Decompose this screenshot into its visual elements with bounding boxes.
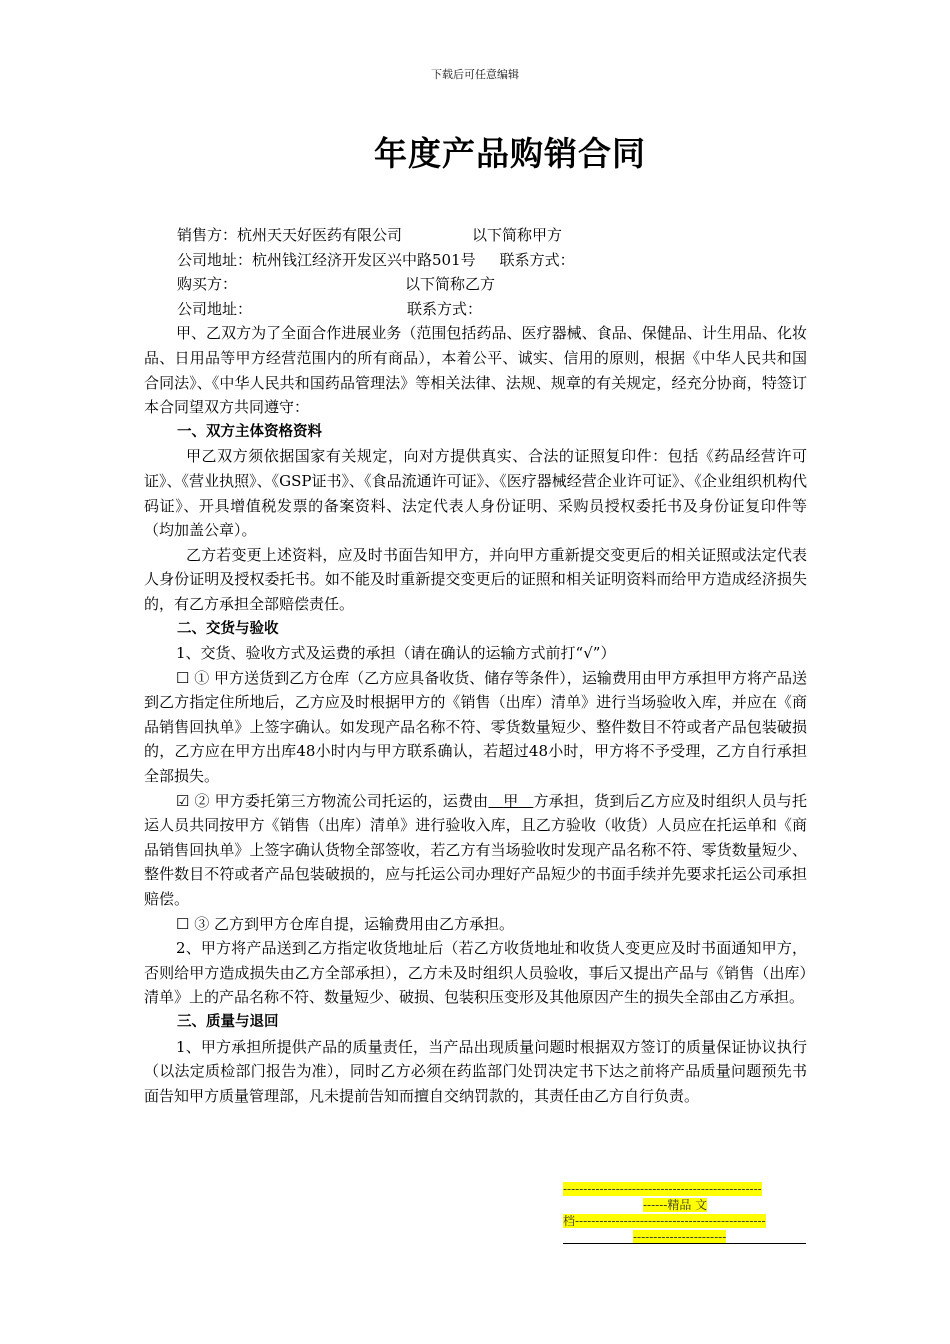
header-note: 下载后可任意编辑	[431, 68, 519, 81]
section-2-item-1-title: 1、交货、验收方式及运费的承担（请在确认的运输方式前打“√”）	[176, 644, 616, 663]
section-2-heading: 二、交货与验收	[177, 620, 279, 637]
seller-address-line	[144, 248, 807, 273]
option-1-text: ① 甲方送货到乙方仓库（乙方应具备收货、储存等条件），运输费用由甲方承担甲方将产品送到乙方指定住所地后，乙方应及时根据甲方的《销售（出库）清单》进行当场验收入库，并应在《商品销售回执单》上签字确认。如发现产品名称不符、零货数量短少、整件数目不符或者产品包装破损的，乙方应在甲方出库48小时内与甲方联系确认，若超过48小时，甲方将不予受理，乙方自行承担全部损失。	[144, 668, 807, 786]
seller-alias: 以下简称甲方	[472, 226, 563, 244]
footer-line-3: 档-----------------------------------------------	[563, 1214, 766, 1228]
buyer-alias: 以下简称乙方	[405, 275, 496, 294]
seller-address: 公司地址：杭州钱江经济开发区兴中路501号	[177, 250, 476, 269]
intro-paragraph: 甲、乙双方为了全面合作进展业务（范围包括药品、医疗器械、食品、保健品、计生用品、化妆品、日用品等甲方经营范围内的所有商品），本着公平、诚实、信用的原则，根据《中华人民共和国合同法》、《中华人民共和国药品管理法》等相关法律、法规、规章的有关规定，经充分协商，特签订本合同望双方共同遵守：	[144, 324, 807, 417]
seller-line	[144, 223, 807, 248]
seller-contact: 联系方式：	[499, 250, 575, 269]
option-1-paragraph	[144, 666, 807, 789]
document-title: 年度产品购销合同	[374, 134, 646, 173]
section-1-paragraph-2: 乙方若变更上述资料，应及时书面告知甲方，并向甲方重新提交变更后的相关证照或法定代表人身份证明及授权委托书。如不能及时重新提交变更后的证照和相关证明资料而给甲方造成经济损失的，有乙方承担全部赔偿责任。	[144, 545, 807, 613]
footer-line-4: -----------------------	[633, 1230, 727, 1244]
buyer-label: 购买方：	[177, 275, 238, 294]
footer-rule	[563, 1243, 806, 1244]
buyer-address-line	[144, 297, 807, 322]
section-2-item-2: 2、甲方将产品送到乙方指定收货地址后（若乙方收货地址和收货人变更应及时书面通知甲方，否则给甲方造成损失由乙方全部承担），乙方未及时组织人员验收，事后又提出产品与《销售（出库）清单》上的产品名称不符、数量短少、破损、包装积压变形及其他原因产生的损失全部由乙方承担。	[144, 939, 807, 1007]
option-3-text: ③ 乙方到甲方仓库自提，运输费用由乙方承担。	[194, 914, 515, 933]
buyer-address: 公司地址：	[177, 299, 253, 318]
section-1-paragraph-1: 甲乙双方须依据国家有关规定，向对方提供真实、合法的证照复印件：包括《药品经营许可证》、《营业执照》、《GSP证书》、《食品流通许可证》、《医疗器械经营企业许可证》、《企业组织机构代码证》、开具增值税发票的备案资料、法定代表人身份证明、采购员授权委托书及身份证复印件等（均加盖公章）。	[144, 447, 807, 540]
option-2-fill-value: 甲	[503, 791, 519, 810]
seller-label: 销售方：杭州天天好医药有限公司	[177, 226, 403, 244]
option-2-text-pre: ② 甲方委托第三方物流公司托运的，运费由	[194, 791, 489, 810]
footer-watermark	[563, 1181, 806, 1245]
buyer-line	[144, 272, 807, 297]
footer-line-1: -------------------------------------------------	[563, 1182, 762, 1196]
section-3-heading: 三、质量与退回	[177, 1014, 279, 1030]
section-3-item-1: 1、甲方承担所提供产品的质量责任，当产品出现质量问题时根据双方签订的质量保证协议执行（以法定质检部门报告为准），同时乙方必须在药监部门处罚决定书下达之前将产品质量问题预先书面告知甲方质量管理部，凡未提前告知而擅自交纳罚款的，其责任由乙方自行负责。	[144, 1037, 807, 1105]
option-2-text-post: 方承担，货到后乙方应及时组织人员与托运人员共同按甲方《销售（出库）清单》进行验收入库，且乙方验收（收货）人员应在托运单和《商品销售回执单》上签字确认货物全部签收，若乙方有当场验收时发现产品名称不符、零货数量短少、整件数目不符或者产品包装破损的，应与托运公司办理好产品短少的书面手续并先要求托运公司承担赔偿。	[144, 791, 807, 909]
option-2-checkbox[interactable]: ☑	[176, 791, 190, 810]
option-1-checkbox[interactable]: ☐	[176, 668, 190, 687]
buyer-contact: 联系方式：	[407, 299, 483, 318]
option-3-paragraph	[144, 912, 807, 937]
option-2-paragraph	[144, 789, 807, 912]
contract-body	[144, 223, 807, 1108]
footer-line-2: ------精品 文	[643, 1198, 708, 1212]
option-2-fill-field	[488, 792, 533, 810]
section-1-heading: 一、双方主体资格资料	[177, 423, 322, 440]
option-3-checkbox[interactable]: ☐	[176, 914, 190, 933]
